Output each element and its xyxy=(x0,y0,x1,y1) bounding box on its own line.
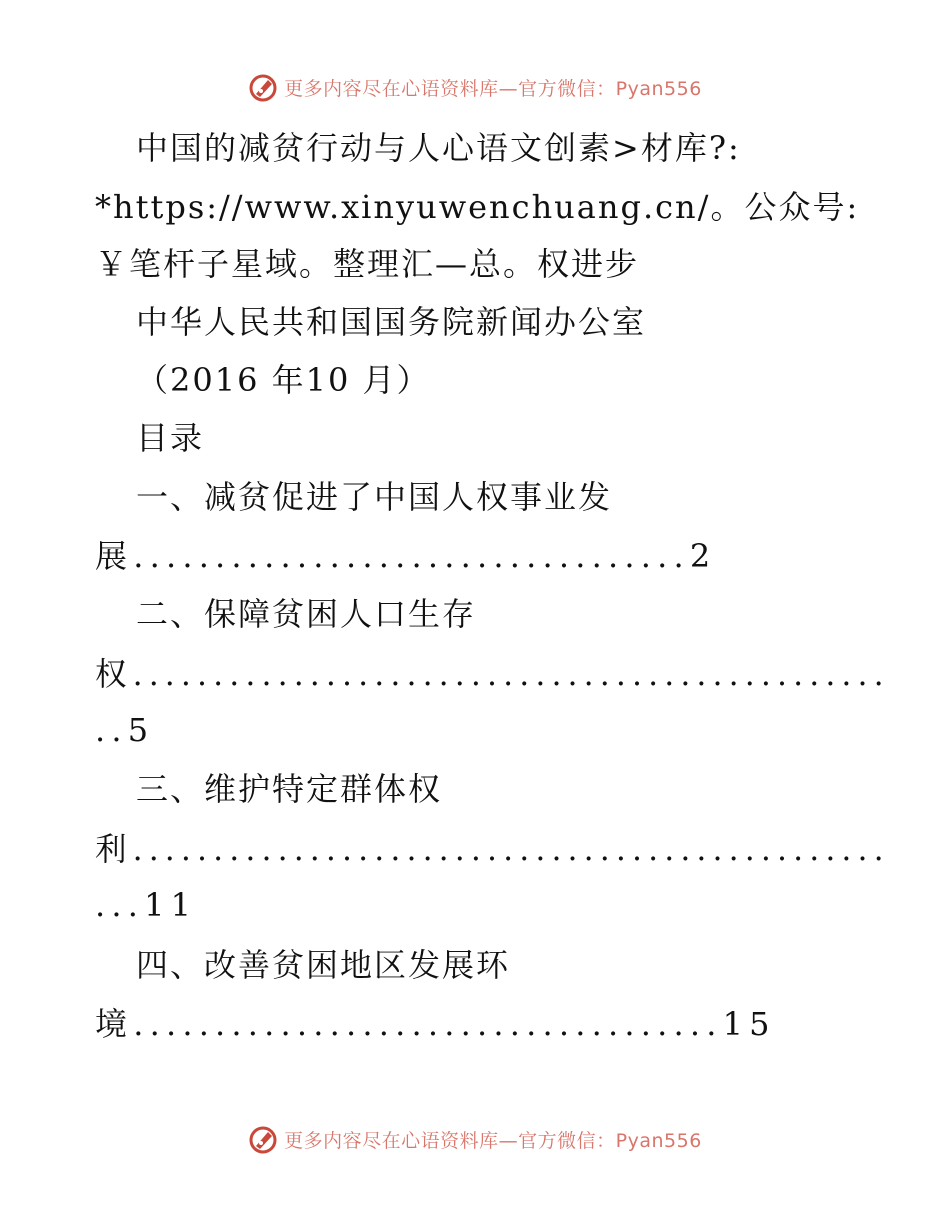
issuer-line: 中华人民共和国国务院新闻办公室 xyxy=(136,303,647,341)
toc-leader-4: 境....................................15 xyxy=(95,1005,776,1043)
toc-title: 目录 xyxy=(136,419,205,457)
title-line-1: 中国的减贫行动与人心语文创素>材库?: xyxy=(136,129,741,167)
date-line: （2016 年10 月） xyxy=(136,361,431,399)
toc-leader-3: 利............................................... xyxy=(95,830,890,868)
watermark-banner-bottom xyxy=(0,1124,950,1154)
toc-leader-2: 权............................................... xyxy=(95,655,890,693)
watermark-banner-top xyxy=(0,72,950,102)
watermark-text: 更多内容尽在心语资料库—官方微信：Pyan556 xyxy=(284,77,702,100)
title-line-3: ￥笔杆子星域。整理汇—总。权进步 xyxy=(95,245,640,283)
pen-nib-circle-logo-icon xyxy=(248,1124,278,1154)
pen-nib-circle-logo-icon xyxy=(248,72,278,102)
toc-leader-1: 展..................................2 xyxy=(95,537,717,575)
watermark-text: 更多内容尽在心语资料库—官方微信：Pyan556 xyxy=(284,1129,702,1152)
toc-heading-4: 四、改善贫困地区发展环 xyxy=(136,946,511,984)
title-line-2: *https://www.xinyuwenchuang.cn/。公众号: xyxy=(95,188,860,226)
toc-page-3: ...11 xyxy=(95,886,198,924)
toc-heading-1: 一、减贫促进了中国人权事业发 xyxy=(136,478,613,516)
toc-page-2: ..5 xyxy=(95,711,155,749)
toc-heading-2: 二、保障贫困人口生存 xyxy=(136,595,477,633)
toc-heading-3: 三、维护特定群体权 xyxy=(136,770,443,808)
